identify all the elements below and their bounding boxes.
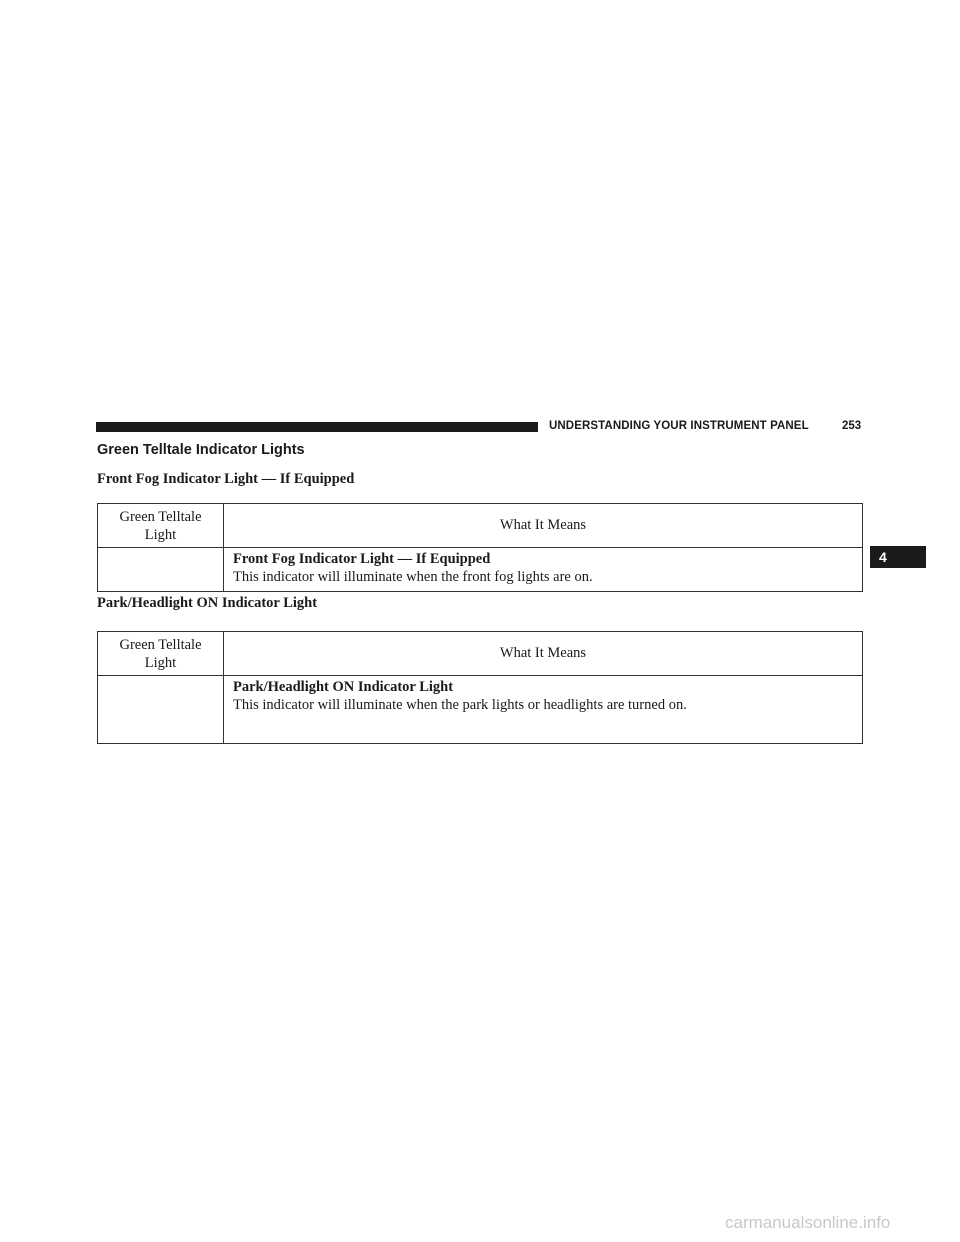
header-rule-bar <box>96 422 538 432</box>
column-header-line: Green Telltale <box>119 636 202 653</box>
table-header-row <box>98 632 863 676</box>
subsection-title-park-headlight: Park/Headlight ON Indicator Light <box>97 595 318 611</box>
meaning-cell <box>224 548 863 592</box>
telltale-icon-cell <box>98 548 224 592</box>
watermark: carmanualsonline.info <box>725 1213 891 1232</box>
table-header-row <box>98 504 863 548</box>
column-header-what-it-means: What It Means <box>224 632 863 676</box>
indicator-description: This indicator will illuminate when the park lights or headlights are turned on. <box>233 697 687 713</box>
column-header-line: Green Telltale <box>119 508 202 525</box>
meaning-cell <box>224 676 863 744</box>
subsection-title-front-fog: Front Fog Indicator Light — If Equipped <box>97 471 355 487</box>
indicator-name: Front Fog Indicator Light — If Equipped <box>233 551 491 567</box>
table-row <box>98 548 863 592</box>
telltale-icon-cell <box>98 676 224 744</box>
running-header-title: UNDERSTANDING YOUR INSTRUMENT PANEL <box>549 420 809 432</box>
front-fog-telltale-table <box>97 503 863 592</box>
column-header-line: Light <box>144 654 177 671</box>
column-header-line: Light <box>144 526 177 543</box>
table-row <box>98 676 863 744</box>
indicator-description: This indicator will illuminate when the front fog lights are on. <box>233 569 593 585</box>
column-header-what-it-means: What It Means <box>224 504 863 548</box>
column-header-telltale-light <box>98 504 224 548</box>
park-headlight-telltale-table <box>97 631 863 744</box>
page-number: 253 <box>842 420 862 432</box>
column-header-telltale-light <box>98 632 224 676</box>
indicator-name: Park/Headlight ON Indicator Light <box>233 679 454 695</box>
section-title: Green Telltale Indicator Lights <box>97 442 305 458</box>
chapter-tab: 4 <box>870 546 926 568</box>
